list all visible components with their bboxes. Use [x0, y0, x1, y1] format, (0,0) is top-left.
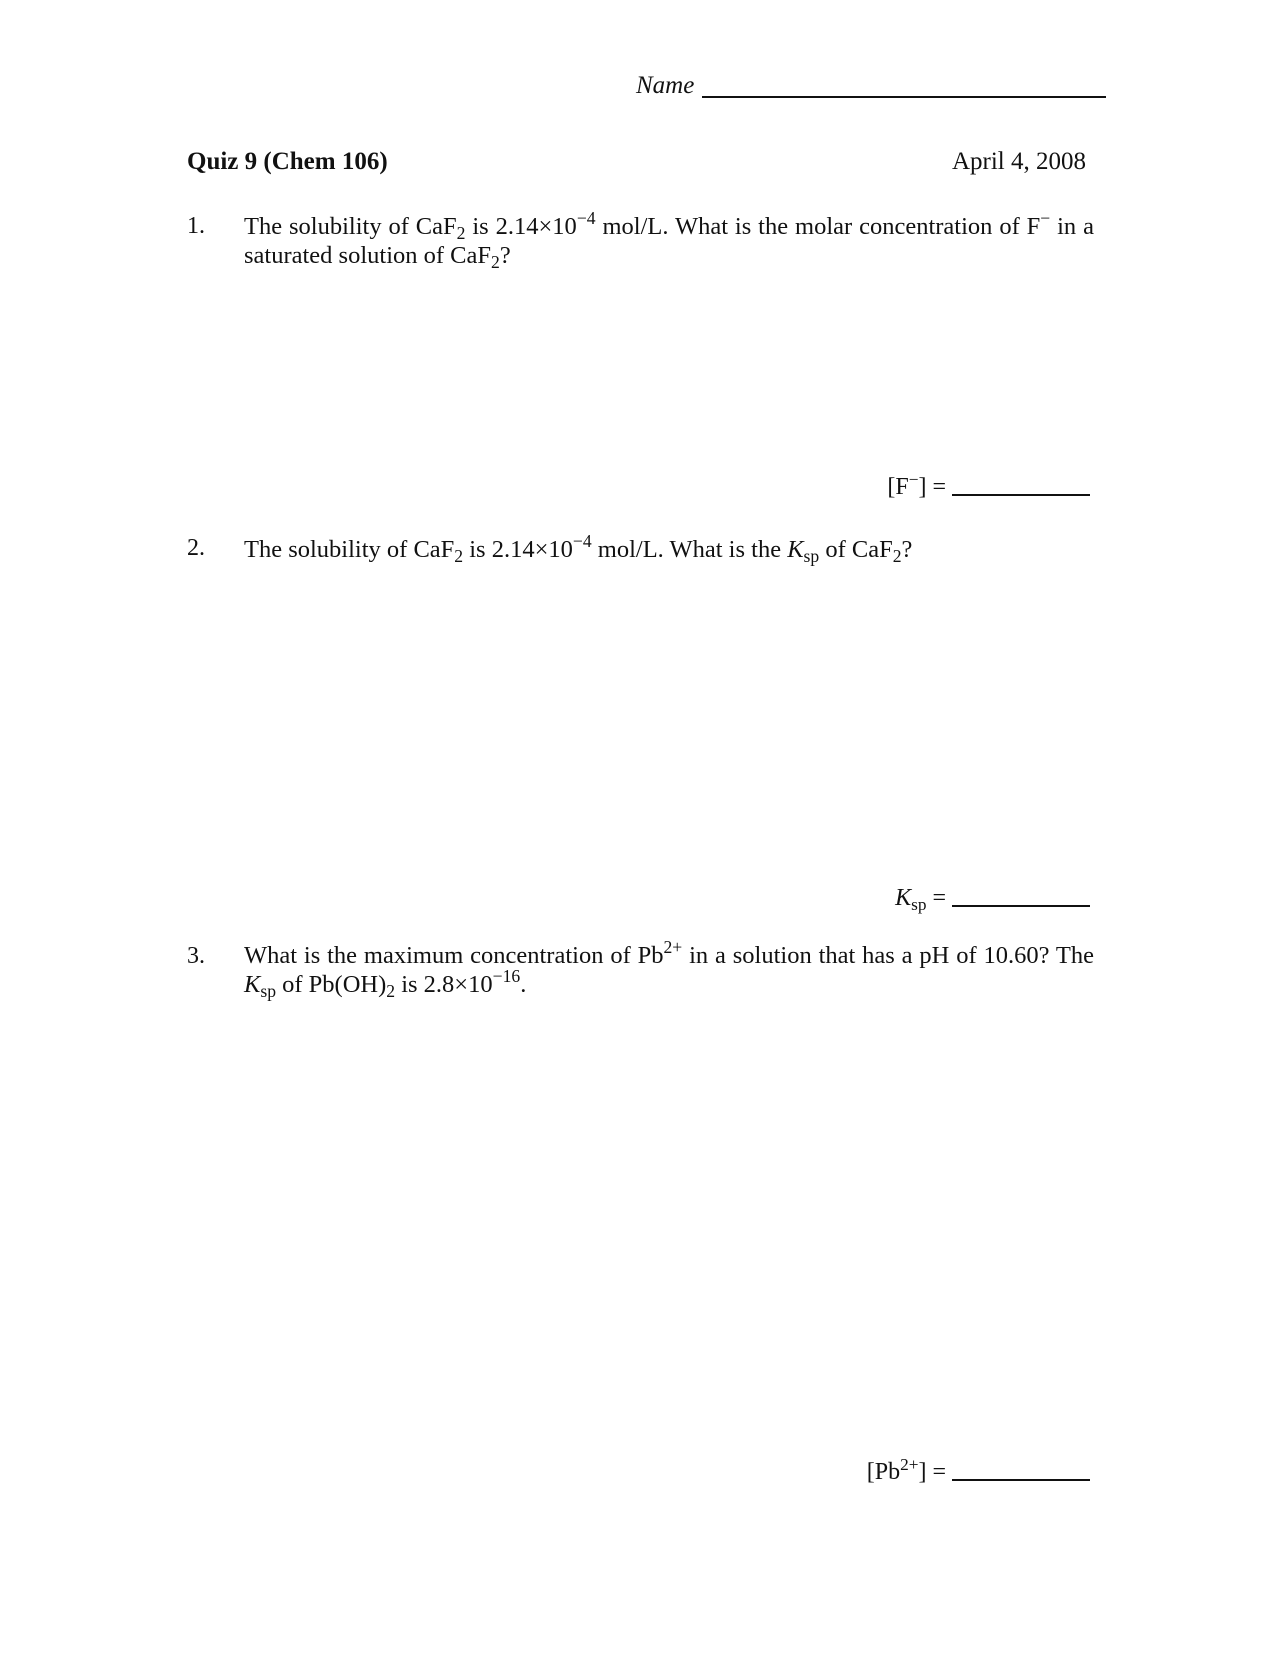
- quiz-date: April 4, 2008: [951, 148, 1086, 175]
- q3-subscript: 2: [386, 981, 396, 1002]
- q3-text-part: .: [520, 971, 527, 998]
- answer-2-row: [895, 885, 1090, 915]
- q3-k-subscript: sp: [260, 981, 277, 1002]
- q1-text-part: is 2.14×10: [465, 213, 577, 240]
- name-label: Name: [636, 72, 695, 99]
- answer-1-row: [887, 469, 1090, 501]
- answer-1-label: [F: [887, 474, 909, 500]
- q1-subscript: 2: [491, 252, 500, 273]
- q2-superscript: −4: [572, 531, 592, 552]
- question-1-number: 1.: [187, 213, 205, 239]
- q3-text-part: of Pb(OH): [276, 971, 387, 998]
- answer-2-blank-line[interactable]: [952, 905, 1090, 907]
- q3-superscript: 2+: [663, 937, 683, 958]
- q3-superscript: −16: [492, 966, 521, 987]
- q3-text-part: What is the maximum concentration of Pb: [244, 942, 664, 969]
- q2-text-part: The solubility of CaF: [244, 536, 455, 563]
- answer-2-k-symbol: K: [895, 885, 912, 911]
- answer-3-blank-line[interactable]: [952, 1479, 1090, 1481]
- q2-text-part: ?: [901, 536, 913, 563]
- answer-3-label: ] =: [918, 1459, 946, 1485]
- question-3-text: [244, 937, 1095, 1002]
- q1-subscript: 2: [456, 223, 466, 244]
- question-2-number: 2.: [187, 535, 205, 561]
- q2-subscript: 2: [892, 546, 902, 567]
- answer-2-label: =: [926, 885, 946, 911]
- q1-text-part: mol/L. What is the molar concentration of F: [595, 213, 1041, 240]
- name-field[interactable]: [636, 72, 1106, 106]
- q1-text-part: in a saturated solution of CaF: [244, 213, 1094, 269]
- q3-text-part: in a solution that has a pH of 10.60? The: [682, 942, 1095, 969]
- answer-2-k-subscript: sp: [911, 895, 927, 915]
- q1-text-part: The solubility of CaF: [244, 213, 457, 240]
- answer-3-label: [Pb: [866, 1459, 901, 1485]
- answer-3-row: [866, 1454, 1090, 1486]
- q2-text-part: is 2.14×10: [463, 536, 573, 563]
- q3-k-symbol: K: [244, 971, 261, 998]
- q3-text-part: is 2.8×10: [395, 971, 493, 998]
- answer-3-superscript: 2+: [900, 1454, 919, 1474]
- q2-subscript: 2: [454, 546, 464, 567]
- answer-1-superscript: −: [908, 469, 919, 489]
- q2-text-part: of CaF: [819, 536, 893, 563]
- q1-superscript: −: [1040, 208, 1051, 229]
- question-1-text: [244, 208, 1094, 273]
- quiz-title: Quiz 9 (Chem 106): [187, 148, 388, 175]
- q1-text-part: ?: [499, 242, 511, 269]
- answer-1-label: ] =: [918, 474, 946, 500]
- question-2-text: [244, 531, 1094, 567]
- q1-superscript: −4: [576, 208, 596, 229]
- question-3-number: 3.: [187, 943, 205, 969]
- name-blank-line[interactable]: [702, 96, 1106, 98]
- q2-k-subscript: sp: [803, 546, 820, 567]
- q2-text-part: mol/L. What is the: [591, 536, 788, 563]
- q2-k-symbol: K: [787, 536, 804, 563]
- answer-1-blank-line[interactable]: [952, 494, 1090, 496]
